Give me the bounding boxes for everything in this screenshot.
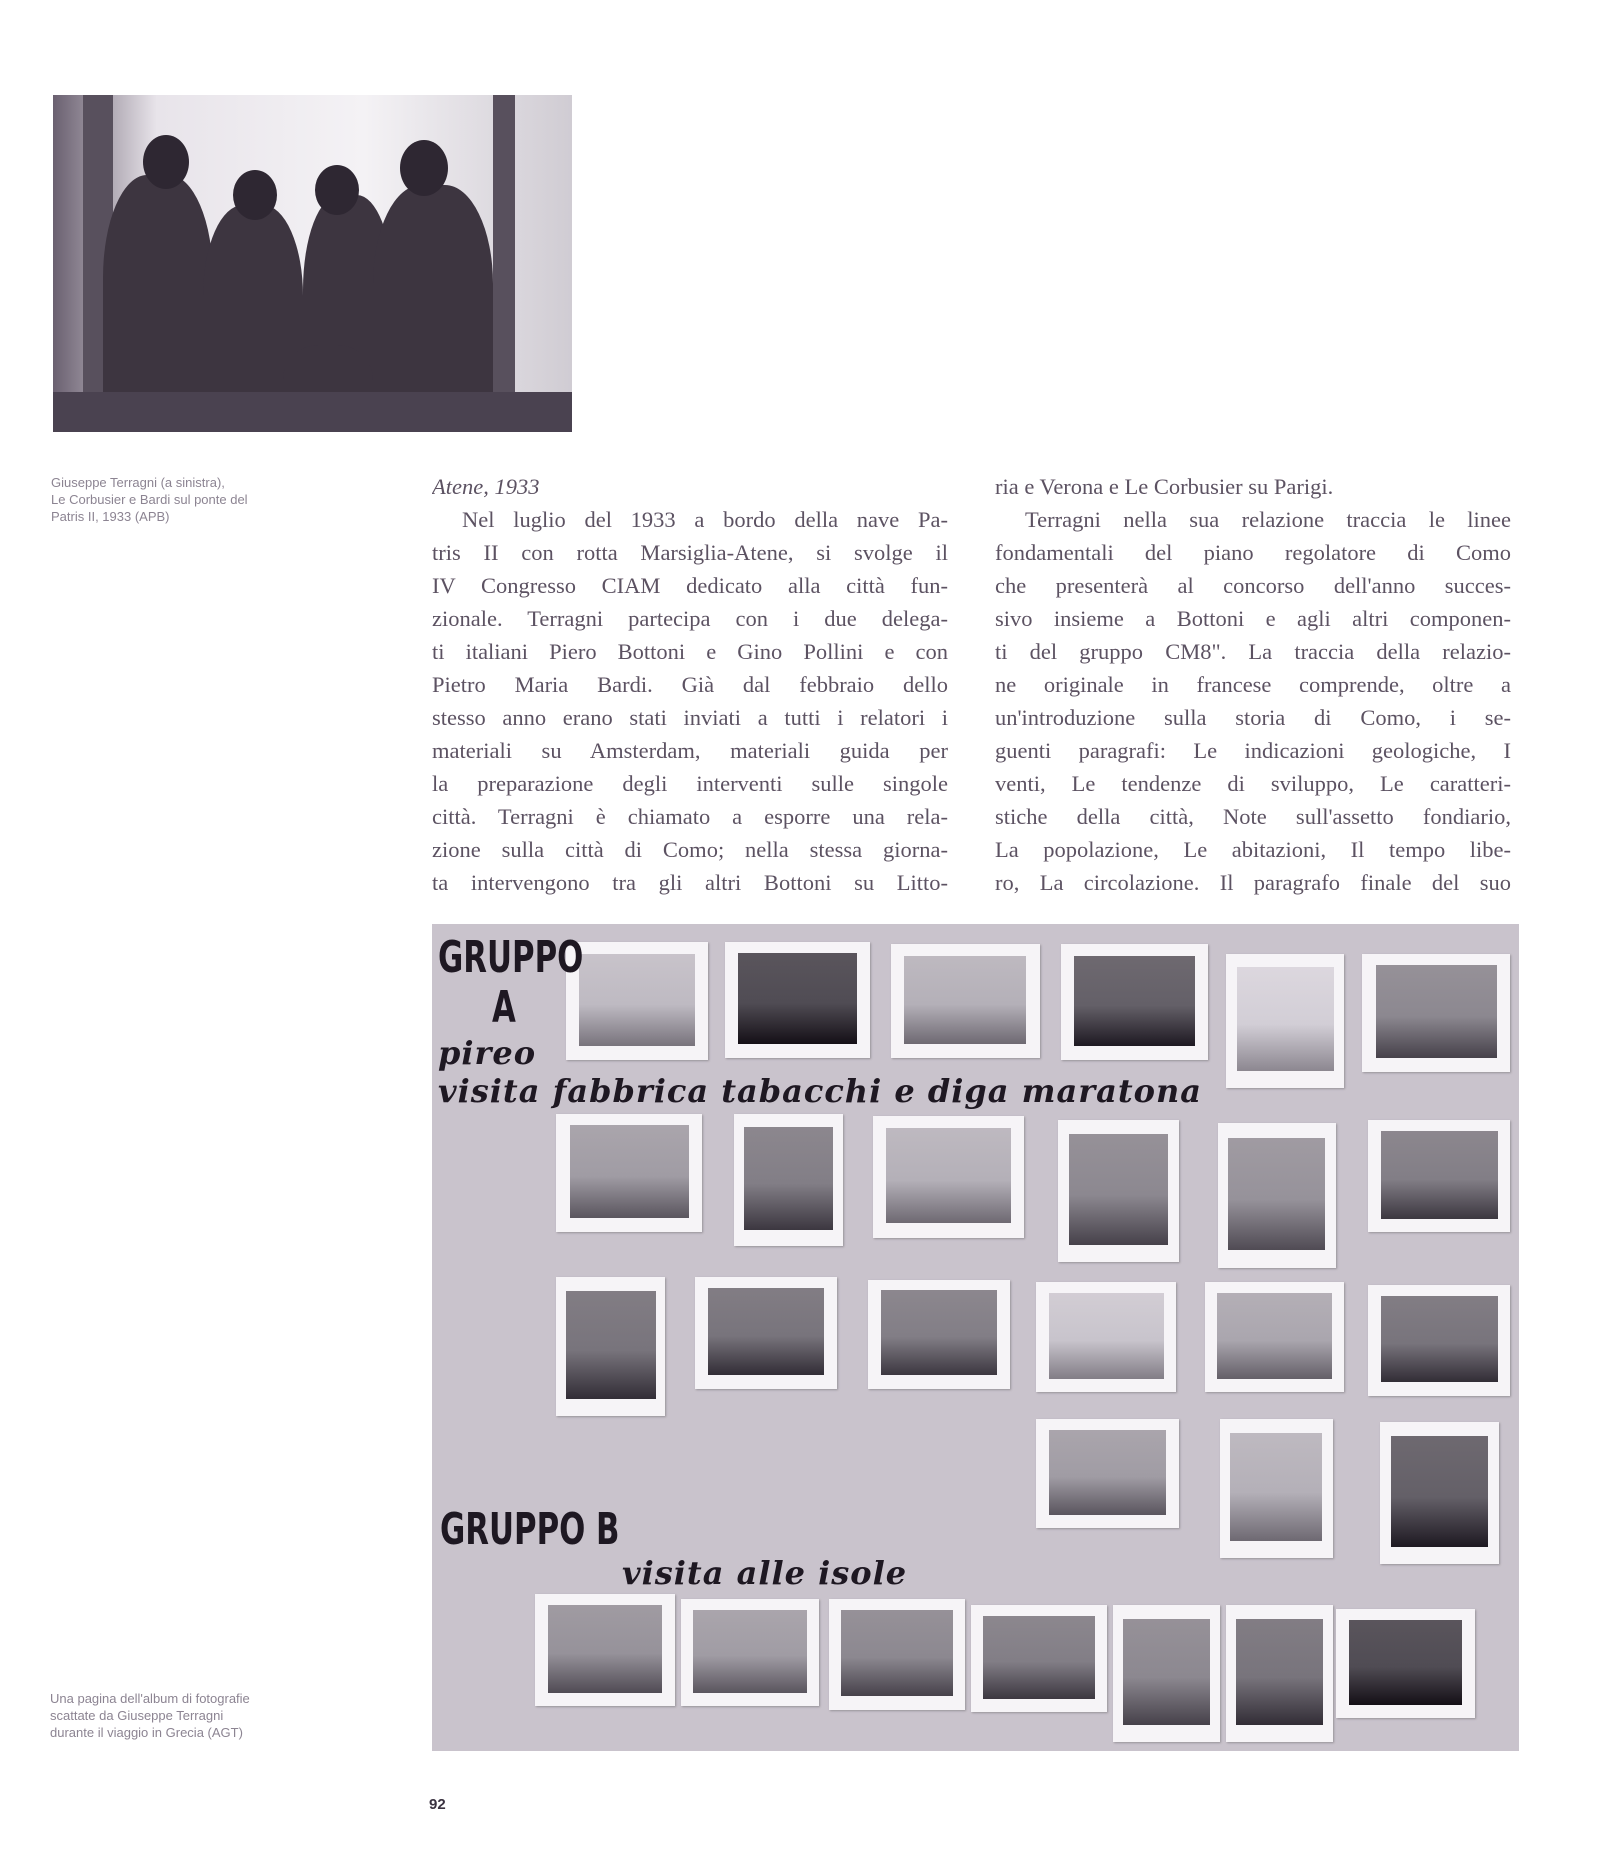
- album-photo-image: [1069, 1134, 1168, 1245]
- album-photo: [1368, 1285, 1510, 1395]
- album-caption: [50, 1690, 250, 1741]
- album-photo-image: [566, 1291, 655, 1399]
- text-line: che presenterà al concorso dell'anno succes-: [995, 573, 1511, 598]
- album-photo-image: [1049, 1293, 1164, 1379]
- album-photo: [971, 1605, 1107, 1712]
- album-photo-image: [1349, 1620, 1463, 1705]
- text-line: stesso anno erano stati inviati a tutti i relatori i: [432, 705, 948, 730]
- album-photo-image: [1049, 1430, 1166, 1515]
- text-line: ro, La circolazione. Il paragrafo finale del suo: [995, 870, 1511, 895]
- text-line: ria e Verona e Le Corbusier su Parigi.: [995, 474, 1334, 499]
- text-line: ti del gruppo CM8". La traccia della relazio-: [995, 639, 1511, 664]
- album-photo-image: [693, 1610, 807, 1693]
- album-photo-image: [1381, 1296, 1498, 1382]
- text-line: La popolazione, Le abitazioni, Il tempo libe-: [995, 837, 1511, 862]
- album-photo: [1380, 1422, 1499, 1564]
- caption-line: Patris II, 1933 (APB): [51, 509, 170, 524]
- album-photo: [1058, 1120, 1179, 1262]
- text-line: fondamentali del piano regolatore di Como: [995, 540, 1511, 565]
- album-photo: [1036, 1419, 1178, 1528]
- album-photo-image: [1381, 1131, 1498, 1219]
- text-line: ne originale in francese comprende, oltre a: [995, 672, 1511, 697]
- album-label-pireo: pireo: [438, 1034, 537, 1072]
- caption-line: scattate da Giuseppe Terragni: [50, 1708, 224, 1723]
- album-photo: [725, 942, 871, 1058]
- album-photo: [535, 1594, 675, 1707]
- album-photo: [695, 1277, 837, 1388]
- album-label-gruppo-a: GRUPPO: [438, 932, 584, 983]
- album-photo: [1368, 1120, 1510, 1233]
- text-column-1: [432, 470, 948, 899]
- album-photo: [681, 1599, 820, 1706]
- caption-line: Una pagina dell'album di fotografie: [50, 1691, 250, 1706]
- photo-figure: [400, 140, 448, 196]
- album-photo-image: [708, 1288, 825, 1375]
- caption-line: Giuseppe Terragni (a sinistra),: [51, 475, 225, 490]
- text-line: IV Congresso CIAM dedicato alla città fun-: [432, 573, 948, 598]
- text-line: stiche della città, Note sull'assetto fondiario,: [995, 804, 1511, 829]
- photo-figure: [233, 170, 277, 220]
- album-photo-image: [570, 1125, 690, 1217]
- text-line: un'introduzione sulla storia di Como, i se-: [995, 705, 1511, 730]
- photo-figure: [315, 165, 359, 215]
- album-photo-image: [579, 954, 696, 1046]
- album-photo-image: [983, 1616, 1095, 1699]
- text-line: ta intervengono tra gli altri Bottoni su Litto-: [432, 870, 948, 895]
- album-photo: [1061, 944, 1208, 1060]
- album-photo: [1113, 1605, 1220, 1741]
- album-photo-image: [904, 956, 1026, 1045]
- text-line: Pietro Maria Bardi. Già dal febbraio dello: [432, 672, 948, 697]
- text-line: zionale. Terragni partecipa con i due delega-: [432, 606, 948, 631]
- album-photo-image: [1391, 1436, 1488, 1547]
- text-line: sivo insieme a Bottoni e agli altri componen-: [995, 606, 1511, 631]
- text-line: ti italiani Piero Bottoni e Gino Pollini e con: [432, 639, 948, 664]
- caption-line: durante il viaggio in Grecia (AGT): [50, 1725, 243, 1740]
- album-label-gruppo-b: GRUPPO B: [440, 1504, 620, 1555]
- text-line: venti, Le tendenze di sviluppo, Le caratteri-: [995, 771, 1511, 796]
- album-photo: [734, 1114, 843, 1247]
- photo-post: [493, 95, 515, 432]
- album-photo-image: [1376, 965, 1497, 1057]
- album-photo: [868, 1280, 1010, 1389]
- album-photo: [556, 1114, 702, 1233]
- album-photo: [1362, 954, 1510, 1073]
- album-photo-image: [548, 1605, 663, 1693]
- album-photo: [1336, 1609, 1475, 1718]
- text-line: zione sulla città di Como; nella stessa giorna-: [432, 837, 948, 862]
- album-photo-image: [1237, 967, 1334, 1071]
- album-photo-image: [886, 1128, 1010, 1223]
- album-photo: [891, 944, 1040, 1058]
- section-heading: Atene, 1933: [432, 474, 540, 499]
- text-line: tris II con rotta Marsiglia-Atene, si svolge il: [432, 540, 948, 565]
- text-line: città. Terragni è chiamato a esporre una rela-: [432, 804, 948, 829]
- album-label-visita-a: visita fabbrica tabacchi e diga maratona: [438, 1072, 1202, 1110]
- text-line: guenti paragrafi: Le indicazioni geologiche, I: [995, 738, 1511, 763]
- page-number: 92: [429, 1796, 446, 1813]
- album-photo: [1226, 954, 1345, 1088]
- album-label-a: A: [492, 982, 516, 1033]
- text-line: la preparazione degli interventi sulle singole: [432, 771, 948, 796]
- album-photo: [873, 1116, 1025, 1238]
- album-photo: [829, 1599, 965, 1709]
- album-label-visita-b: visita alle isole: [622, 1554, 908, 1592]
- album-photo: [1226, 1605, 1333, 1741]
- album-photo-image: [1236, 1619, 1323, 1725]
- photo-figure: [143, 135, 189, 189]
- album-photo-image: [744, 1127, 833, 1231]
- album-photo-image: [1230, 1433, 1322, 1541]
- text-line: materiali su Amsterdam, materiali guida per: [432, 738, 948, 763]
- album-photo: [1036, 1282, 1176, 1392]
- album-photo-image: [841, 1610, 953, 1696]
- photo-album-page: [432, 924, 1519, 1751]
- photo-caption: [51, 474, 248, 525]
- album-photo-image: [738, 953, 858, 1044]
- album-photo-image: [1217, 1293, 1332, 1379]
- ship-deck-photo: [53, 95, 572, 432]
- text-column-2: [995, 470, 1511, 899]
- caption-line: Le Corbusier e Bardi sul ponte del: [51, 492, 248, 507]
- text-line: Nel luglio del 1933 a bordo della nave Pa-: [462, 507, 948, 532]
- album-photo: [1218, 1123, 1337, 1268]
- album-photo-image: [881, 1290, 998, 1375]
- album-photo-image: [1123, 1619, 1210, 1725]
- album-photo-image: [1228, 1138, 1325, 1251]
- album-photo: [1220, 1419, 1333, 1558]
- album-photo-image: [1074, 956, 1195, 1047]
- album-photo: [566, 942, 708, 1061]
- album-photo: [556, 1277, 665, 1416]
- photo-railing: [53, 392, 572, 432]
- album-photo: [1205, 1282, 1345, 1392]
- text-line: Terragni nella sua relazione traccia le linee: [1025, 507, 1511, 532]
